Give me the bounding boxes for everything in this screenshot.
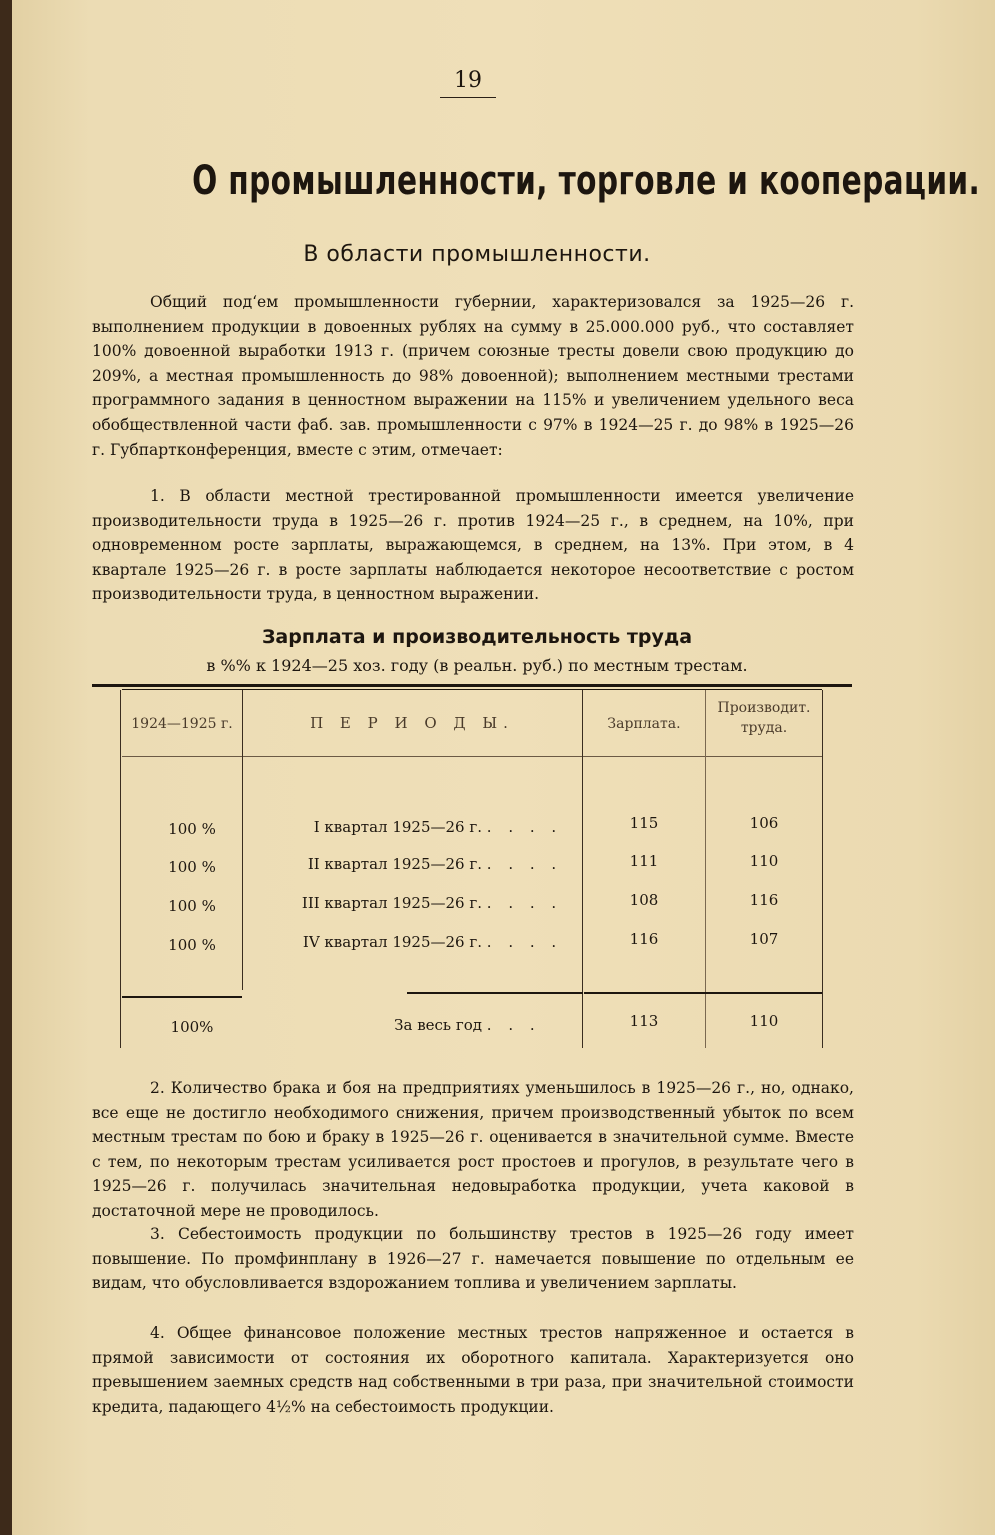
total-rule-left bbox=[122, 996, 242, 998]
table-top-rule bbox=[92, 684, 852, 687]
table-row-4-base: 100 % bbox=[168, 936, 216, 954]
header-base-year: 1924—1925 г. bbox=[131, 716, 233, 732]
table-total-base: 100% bbox=[170, 1018, 214, 1036]
table-row-3-productivity: 116 bbox=[749, 891, 779, 909]
table-right-border bbox=[822, 690, 823, 1048]
table-row-2-base: 100 % bbox=[168, 858, 216, 876]
table-row-2-productivity: 110 bbox=[749, 852, 779, 870]
table-subtitle: в %% к 1924—25 хоз. году (в реальн. руб.) по местным трестам. bbox=[206, 656, 748, 675]
page-number: 19 bbox=[440, 68, 496, 98]
table-total-productivity: 110 bbox=[749, 1012, 779, 1030]
table-total-wages: 113 bbox=[629, 1012, 659, 1030]
section-subtitle: В области промышленности. bbox=[303, 242, 651, 267]
header-productivity-line1: Производит. bbox=[717, 700, 811, 716]
table-row-4-productivity: 107 bbox=[749, 930, 779, 948]
table-top-rule-thin bbox=[122, 689, 822, 690]
table-title: Зарплата и производительность труда bbox=[261, 626, 693, 648]
table-left-border bbox=[120, 690, 121, 1048]
item-3-paragraph: 3. Себестоимость продукции по большинству трестов в 1925—26 году имеет повышение. По промфинплану в 1926—27 г. намечается повышение по отдельным ее видам, что обусловливается вздорожанием топлива и увеличением зарплаты. bbox=[92, 1225, 854, 1293]
chapter-title: О промышленности, торговле и кооперации. bbox=[192, 158, 981, 204]
total-rule-right bbox=[584, 992, 822, 994]
table-row-3-wages: 108 bbox=[629, 891, 659, 909]
table-total-period: За весь год . . . bbox=[394, 1016, 541, 1034]
table-row-1-period: I квартал 1925—26 г. . . . . bbox=[313, 818, 563, 836]
table-col-divider-3 bbox=[705, 690, 706, 1048]
table-row-1-wages: 115 bbox=[629, 814, 659, 832]
header-productivity-line2: труда. bbox=[740, 720, 788, 736]
item-1-paragraph: 1. В области местной трестированной промышленности имеется увеличение производительности труда в 1925—26 г. против 1924—25 г., в среднем, на 10%, при одновременном росте зарплаты, выражающемся, в среднем, на 13%. При этом, в 4 квартале 1925—26 г. в росте зарплаты наблюдается некоторое несоответствие с ростом производительности труда, в ценностном выражении. bbox=[92, 487, 854, 604]
item-4-paragraph: 4. Общее финансовое положение местных трестов напряженное и остается в прямой зависимости от состояния их оборотного капитала. Характеризуется оно превышением заемных средств над собственными в три раза, при значительной стоимости кредита, падающего 4½% на себестоимость продукции. bbox=[92, 1324, 854, 1416]
table-row-2-period: II квартал 1925—26 г. . . . . bbox=[307, 855, 563, 873]
total-rule-mid bbox=[407, 992, 583, 994]
table-row-3-base: 100 % bbox=[168, 897, 216, 915]
table-row-1-productivity: 106 bbox=[749, 814, 779, 832]
intro-paragraph: Общий под‘ем промышленности губернии, характеризовался за 1925—26 г. выполнением продукции в довоенных рублях на сумму в 25.000.000 руб., что составляет 100% довоенной выработки 1913 г. (причем союзные тресты довели свою продукцию до 209%, а местная промышленность до 98% довоенной); выполнением местными трестами программного задания в ценностном выражении на 115% и увеличением удельного веса обобществленной части фаб. зав. промышленности с 97% в 1924—25 г. до 98% в 1925—26 г. Губпартконференция, вместе с этим, отмечает: bbox=[92, 293, 854, 459]
table-row-1-base: 100 % bbox=[168, 820, 216, 838]
book-spine bbox=[0, 0, 12, 1535]
table-col-divider-2 bbox=[582, 690, 583, 1048]
table-row-3-period: III квартал 1925—26 г. . . . . bbox=[301, 894, 563, 912]
table-row-2-wages: 111 bbox=[629, 852, 659, 870]
table-row-4-wages: 116 bbox=[629, 930, 659, 948]
table-header-rule bbox=[122, 756, 822, 757]
wages-productivity-table bbox=[92, 684, 852, 1054]
table-row-4-period: IV квартал 1925—26 г. . . . . bbox=[302, 933, 563, 951]
item-2-paragraph: 2. Количество брака и боя на предприятиях уменьшилось в 1925—26 г., но, однако, все еще не достигло необходимого снижения, причем производственный убыток по всем местным трестам по бою и браку в 1925—26 г. оценивается в значительной сумме. Вместе с тем, по некоторым трестам усиливается рост простоев и прогулов, в результате чего в 1925—26 г. получилась значительная недовыработка продукции, учета каковой в достаточной мере не проводилось. bbox=[92, 1079, 854, 1220]
header-wages: Зарплата. bbox=[607, 716, 681, 732]
header-periods: П Е Р И О Д Ы. bbox=[310, 714, 514, 732]
